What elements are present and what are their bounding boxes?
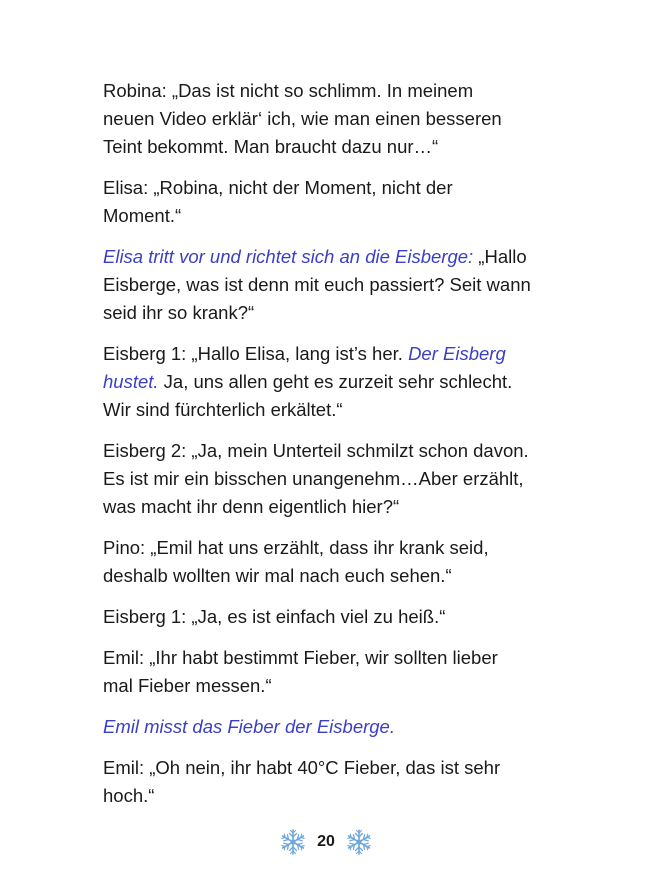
dialogue-paragraph xyxy=(103,77,563,161)
dialogue-text: was macht ihr denn eigentlich hier?“ xyxy=(103,496,400,517)
dialogue-paragraph xyxy=(103,644,563,700)
dialogue-paragraph xyxy=(103,603,563,631)
text-line xyxy=(103,754,563,782)
dialogue-text: mal Fieber messen.“ xyxy=(103,675,272,696)
text-line xyxy=(103,299,563,327)
dialogue-text: Eisberg 1: „Ja, es ist einfach viel zu heiß.“ xyxy=(103,606,446,627)
stage-direction: hustet. xyxy=(103,371,159,392)
text-line xyxy=(103,603,563,631)
text-line xyxy=(103,368,563,396)
stage-direction: Der Eisberg xyxy=(408,343,506,364)
dialogue-text: Emil: „Ihr habt bestimmt Fieber, wir sollten lieber xyxy=(103,647,498,668)
dialogue-text: deshalb wollten wir mal nach euch sehen.“ xyxy=(103,565,452,586)
dialogue-paragraph xyxy=(103,174,563,230)
text-line xyxy=(103,243,563,271)
dialogue-text: Ja, uns allen geht es zurzeit sehr schlecht. xyxy=(158,371,513,392)
text-line xyxy=(103,340,563,368)
dialogue-paragraph xyxy=(103,754,563,810)
text-line xyxy=(103,174,563,202)
text-line xyxy=(103,534,563,562)
dialogue-paragraph xyxy=(103,437,563,521)
dialogue-paragraph xyxy=(103,243,563,327)
dialogue-paragraph xyxy=(103,713,563,741)
snowflake-icon xyxy=(345,828,373,856)
snowflake-icon xyxy=(279,828,307,856)
text-line xyxy=(103,644,563,672)
dialogue-text: Teint bekommt. Man braucht dazu nur…“ xyxy=(103,136,439,157)
dialogue-text: Es ist mir ein bisschen unangenehm…Aber erzählt, xyxy=(103,468,524,489)
page-footer xyxy=(0,824,652,860)
text-line xyxy=(103,396,563,424)
dialogue-text: Robina: „Das ist nicht so schlimm. In meinem xyxy=(103,80,474,101)
stage-direction: Emil misst das Fieber der Eisberge. xyxy=(103,716,395,737)
text-line xyxy=(103,77,563,105)
text-line xyxy=(103,437,563,465)
text-line xyxy=(103,202,563,230)
dialogue-text: hoch.“ xyxy=(103,785,155,806)
dialogue-text: Eisberg 2: „Ja, mein Unterteil schmilzt schon davon. xyxy=(103,440,529,461)
dialogue-text: Eisberg 1: „Hallo Elisa, lang ist’s her. xyxy=(103,343,409,364)
dialogue-text: Wir sind fürchterlich erkältet.“ xyxy=(103,399,343,420)
dialogue-text: „Hallo xyxy=(473,246,527,267)
page-number: 20 xyxy=(317,833,335,850)
stage-direction: Elisa tritt vor und richtet sich an die Eisberge: xyxy=(103,246,474,267)
dialogue-text: neuen Video erklär‘ ich, wie man einen besseren xyxy=(103,108,502,129)
dialogue-text: Pino: „Emil hat uns erzählt, dass ihr krank seid, xyxy=(103,537,489,558)
text-line xyxy=(103,782,563,810)
text-line xyxy=(103,105,563,133)
text-line xyxy=(103,465,563,493)
text-line xyxy=(103,562,563,590)
dialogue-text: seid ihr so krank?“ xyxy=(103,302,255,323)
dialogue-paragraph xyxy=(103,534,563,590)
dialogue-paragraph xyxy=(103,340,563,424)
dialogue-text: Moment.“ xyxy=(103,205,182,226)
text-line xyxy=(103,133,563,161)
dialogue-text: Eisberge, was ist denn mit euch passiert? Seit wann xyxy=(103,274,531,295)
dialogue-text: Emil: „Oh nein, ihr habt 40°C Fieber, das ist sehr xyxy=(103,757,501,778)
dialogue-text: Elisa: „Robina, nicht der Moment, nicht der xyxy=(103,177,453,198)
text-line xyxy=(103,672,563,700)
text-line xyxy=(103,713,563,741)
text-line xyxy=(103,271,563,299)
text-line xyxy=(103,493,563,521)
